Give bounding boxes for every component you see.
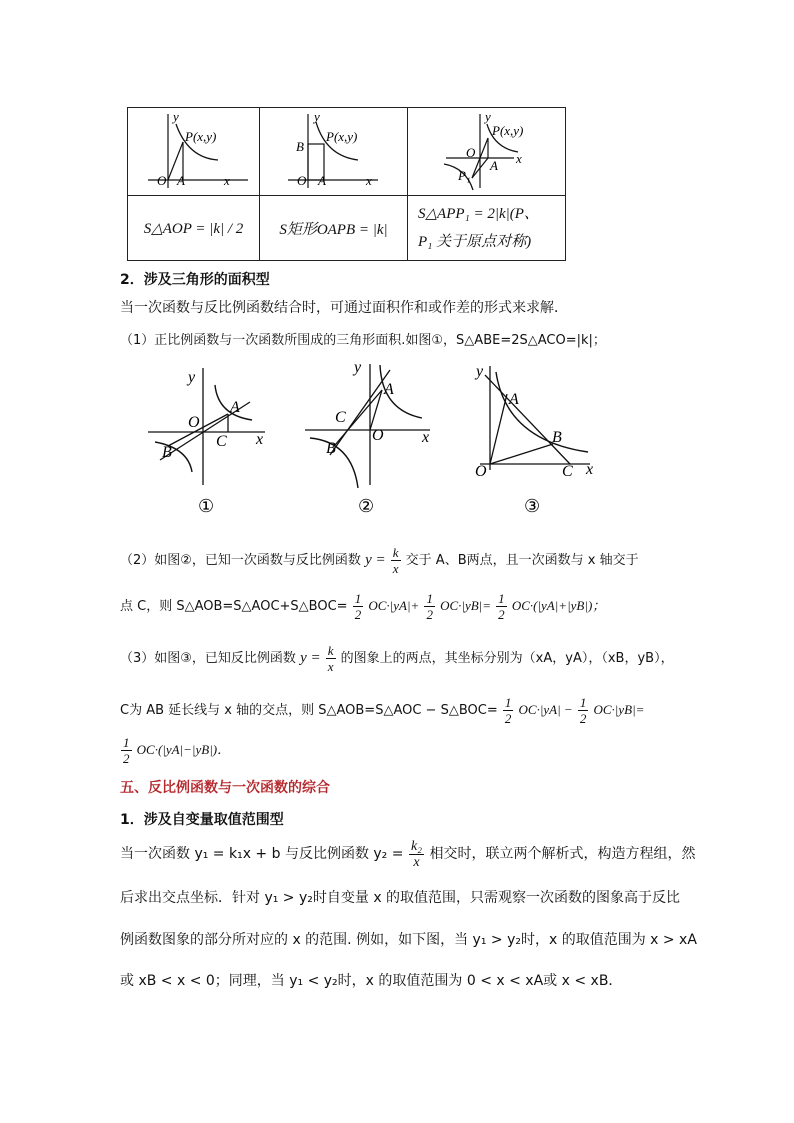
fig3-label-x: x (586, 461, 594, 478)
fraction-k-over-x (326, 643, 336, 674)
fig2-label-y: y (354, 360, 362, 376)
frac-num: 1 (579, 695, 587, 710)
frac-num: 1 (123, 735, 130, 750)
formula-triangle: S△AOP = |k| / 2 (143, 221, 244, 237)
figure-2 (305, 360, 430, 516)
cell-fig-rectangle (260, 108, 408, 196)
heading-triangle-area: 2．涉及三角形的面积型 (120, 272, 270, 288)
fig3-label-a: A (509, 391, 519, 408)
fraction-k-over-x (391, 545, 401, 576)
frac-num: 1 (504, 695, 512, 710)
frac-den: 2 (354, 607, 362, 622)
fraction-half (353, 591, 364, 622)
item2-text-b: 交于 A、B两点，且一次函数与 x 轴交于 (405, 553, 639, 568)
section5-line2: 后求出交点坐标．针对 y₁ > y₂时自变量 x 的取值范围，只需观察一次函数的图象高于反比 (120, 890, 681, 906)
frac-num: 1 (354, 591, 362, 606)
fig1-label-o: O (188, 414, 200, 431)
cell-fig-symmetric (408, 108, 566, 196)
fraction-half (496, 591, 507, 622)
label-y: y (485, 109, 491, 124)
fig3-label-c: C (562, 463, 573, 480)
cell-fig-triangle (128, 108, 260, 196)
item3-line2 (120, 692, 644, 729)
label-x: x (366, 173, 372, 188)
section5-text-b: 相交时，联立两个解析式，构造方程组，然 (429, 846, 696, 862)
figure-triangle-app1 (408, 108, 565, 191)
frac-den: x (413, 854, 420, 870)
fraction-half (424, 591, 435, 622)
figure-3 (474, 363, 593, 516)
label-o: O (466, 145, 476, 160)
label-y: y (173, 109, 179, 124)
fig2-label-x: x (422, 429, 430, 446)
fig2-label-c: C (335, 409, 346, 426)
figure-row (130, 360, 610, 520)
frac-num: k₂ (410, 838, 423, 854)
item3-text-a: （3）如图③，已知反比例函数 (120, 651, 296, 666)
label-p1: P₁ (458, 168, 471, 183)
item3-text-f: OC·(|yA|−|yB|)． (136, 742, 231, 757)
formula-rectangle: S矩形OAPB = |k| (279, 221, 388, 238)
section5-text-a: 当一次函数 y₁ = k₁x + b 与反比例函数 y₂ = (120, 846, 404, 862)
fig3-label-b: B (552, 429, 562, 446)
section5-line3: 例函数图象的部分所对应的 x 的范围. 例如，如下图，当 y₁ > y₂时，x 的取值范围为 x > xA (120, 932, 697, 948)
fig2-label-a: A (384, 381, 394, 398)
label-p: P(x,y) (185, 129, 217, 144)
label-a: A (177, 173, 185, 188)
item3-line1 (120, 640, 674, 677)
formula-symmetric-line1: S△APP₁ = 2|k|(P、 (418, 206, 539, 222)
item2-line1 (120, 542, 639, 579)
fig1-label-b: B (162, 444, 172, 461)
fig1-label-x: x (256, 431, 264, 448)
label-x: x (516, 151, 522, 166)
fig3-number: ③ (524, 496, 541, 516)
item3-text-c: C为 AB 延长线与 x 轴的交点，则 S△AOB=S△AOC − S△BOC= (120, 703, 498, 718)
item2-line2 (120, 588, 605, 625)
fraction-half (503, 695, 514, 726)
formula-symmetric-line2: P₁ 关于原点对称) (418, 234, 532, 250)
label-p: P(x,y) (326, 129, 358, 144)
figure-1 (148, 368, 265, 516)
item3-y: y = (300, 650, 321, 666)
cell-formula-symmetric (408, 196, 566, 261)
label-o: O (297, 173, 307, 188)
item3-text-b: 的图象上的两点，其坐标分别为（xA，yA），（xB，yB）， (340, 651, 674, 666)
label-o: O (157, 173, 167, 188)
fig1-label-c: C (216, 433, 227, 450)
figure-triangle-aop (128, 108, 259, 191)
label-a: A (318, 173, 326, 188)
frac-den: 2 (498, 607, 505, 622)
fig1-label-a: A (230, 399, 240, 416)
frac-den: 2 (579, 711, 587, 726)
item3-text-e: OC·|yB|= (593, 702, 645, 717)
heading-variable-range: 1．涉及自变量取值范围型 (120, 812, 284, 828)
frac-den: x (327, 659, 334, 674)
frac-den: 2 (504, 711, 512, 726)
cell-formula-triangle (128, 196, 260, 261)
heading-section5: 五、反比例函数与一次函数的综合 (120, 780, 330, 796)
fig2-number: ② (358, 496, 375, 516)
frac-num: 1 (498, 591, 505, 606)
fig1-label-y: y (188, 369, 196, 386)
intro-paragraph: 当一次函数与反比例函数结合时，可通过面积作和或作差的形式来求解． (120, 300, 568, 316)
label-y: y (314, 109, 320, 124)
fraction-half (121, 735, 132, 766)
frac-den: 2 (123, 751, 130, 766)
fig1-number: ① (198, 496, 215, 516)
reference-table (127, 107, 566, 261)
label-b: B (296, 139, 304, 154)
item3-line3 (120, 732, 230, 769)
fig3-label-o: O (475, 463, 487, 480)
fig2-label-o: O (372, 427, 384, 444)
section5-line1 (120, 836, 695, 872)
fraction-k2-over-x (409, 839, 424, 870)
frac-den: x (392, 561, 399, 576)
label-a: A (490, 158, 498, 173)
fig2-label-b: B (326, 440, 336, 457)
item2-text-f: OC·(|yA|+|yB|)； (511, 598, 606, 613)
frac-den: 2 (426, 607, 433, 622)
item2-text-c: 点 C，则 S△AOB=S△AOC+S△BOC= (120, 599, 348, 614)
frac-num: k (327, 643, 334, 658)
item1-paragraph: （1）正比例函数与一次函数所围成的三角形面积.如图①，S△ABE=2S△ACO=|k|； (120, 333, 606, 348)
item2-text-d: OC·|yA|+ (368, 598, 420, 613)
cell-formula-rectangle (260, 196, 408, 261)
frac-num: k (392, 545, 399, 560)
figure-rectangle-oapb (260, 108, 407, 191)
item3-text-d: OC·|yA| − (518, 702, 573, 717)
label-p: P(x,y) (492, 123, 524, 138)
fraction-half (578, 695, 589, 726)
item2-text-e: OC·|yB|= (440, 598, 492, 613)
item2-y: y = (365, 552, 386, 568)
fig3-label-y: y (476, 363, 484, 380)
frac-num: 1 (426, 591, 433, 606)
label-x: x (224, 173, 230, 188)
item2-text-a: （2）如图②，已知一次函数与反比例函数 (120, 553, 361, 568)
section5-line4: 或 xB < x < 0；同理，当 y₁ < y₂时，x 的取值范围为 0 < x < xA或 x < xB． (120, 973, 623, 989)
